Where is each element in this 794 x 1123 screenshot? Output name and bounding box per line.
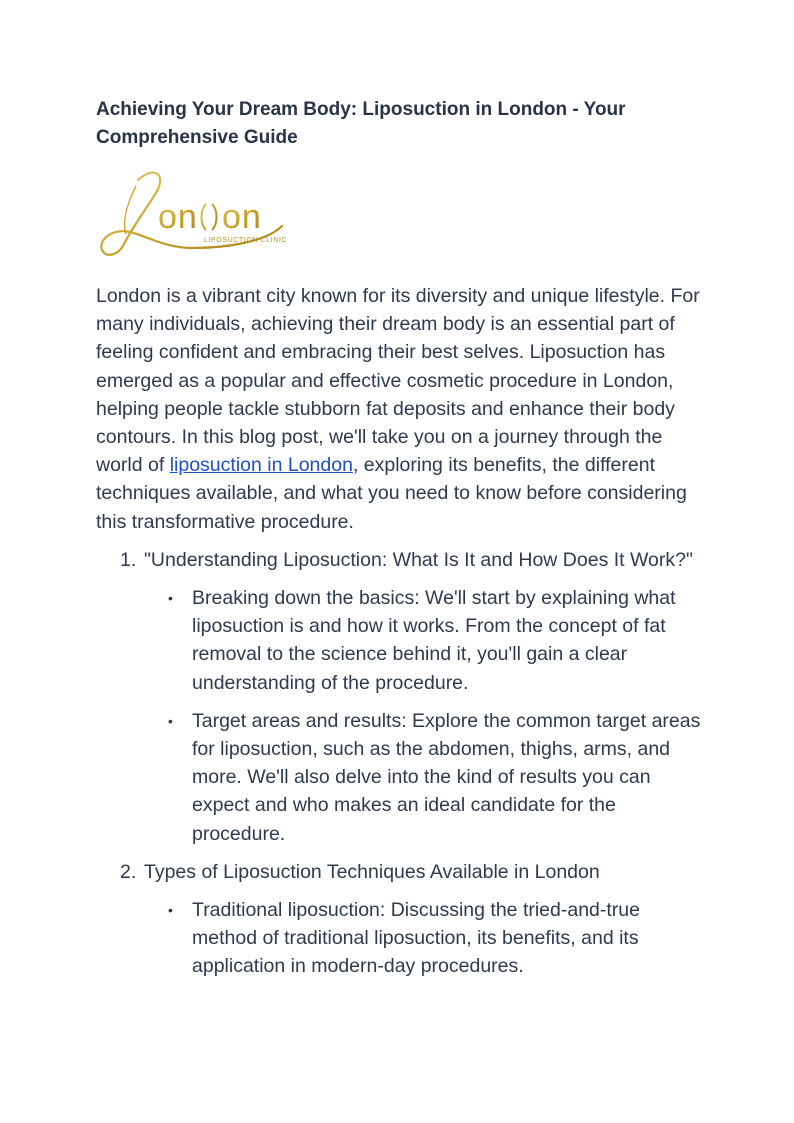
bullet-text: Target areas and results: Explore the common target areas for liposuction, such as the abdomen, thighs, arms, and more. We'll also delve into the kind of results you can expect and who makes an ideal candidate for the procedure. [192,709,701,845]
intro-text-start: London is a vibrant city known for its diversity and unique lifestyle. For many individuals, achieving their dream body is an essential part of feeling confident and embracing their best selves. Liposuction has emerged as a popular and effective cosmetic procedure in London, helping people tackle stubborn fat deposits and enhance their body contours. In this blog post, we'll take you on a journey through the world of [96,285,700,477]
section-heading: "Understanding Liposuction: What Is It and How Does It Work?" [144,548,693,571]
london-liposuction-clinic-logo [96,166,296,266]
section-number: 2. [120,860,137,883]
document-page [96,96,706,991]
bullet-item [144,584,706,697]
bullet-text: Traditional liposuction: Discussing the tried-and-true method of traditional liposuction, its benefits, and its application in modern-day procedures. [192,899,640,978]
bullet-text: Breaking down the basics: We'll start by explaining what liposuction is and how it works. From the concept of fat removal to the science behind it, you'll gain a clear understanding of the procedure. [192,587,676,694]
intro-paragraph [96,282,706,536]
svg-text:on: on [222,198,262,236]
section-heading: Types of Liposuction Techniques Available in London [144,860,600,883]
section-item [96,546,706,848]
section-bullets [144,896,706,981]
svg-text:LIPOSUCTION CLINIC: LIPOSUCTION CLINIC [204,237,288,244]
bullet-item [144,896,706,981]
bullet-icon: • [168,902,173,919]
page-title: Achieving Your Dream Body: Liposuction in London - Your Comprehensive Guide [96,99,626,148]
svg-text:on: on [158,198,198,236]
section-bullets [144,584,706,848]
intro-text-end: , exploring its benefits, the different techniques available, and what you need to know before considering this transformative procedure. [96,454,687,533]
bullet-item [144,707,706,848]
bullet-icon: • [168,590,173,607]
section-item [96,858,706,981]
section-number: 1. [120,548,137,571]
liposuction-in-london-link[interactable]: liposuction in London [169,454,353,477]
bullet-icon: • [168,712,173,729]
sections-list [96,546,706,981]
